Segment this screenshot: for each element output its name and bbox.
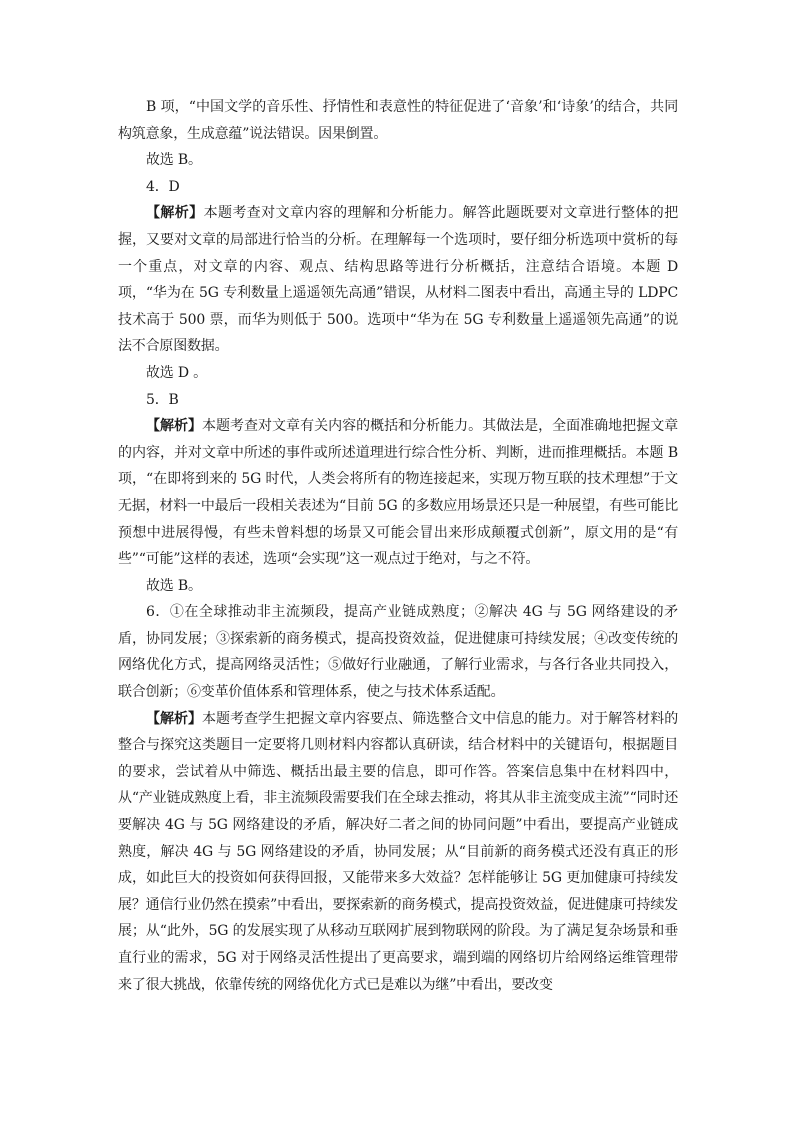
paragraph-question-6-answer: 6．①在全球推动非主流频段，提高产业链成熟度；②解决 4G 与 5G 网络建设的矛盾，协同发展；③探索新的商务模式，提高投资效益，促进健康可持续发展；④改变传统的网络优化方式，提高网络灵活性；⑤做好行业融通，了解行业需求，与各行各业共同投入，联合创新；⑥变革价值体系和管理体系，使之与技术体系适配。 bbox=[118, 604, 678, 701]
paragraph-question-4-answer: 4．D bbox=[146, 178, 180, 195]
paragraph-q4-explanation: 【解析】本题考查对文章内容的理解和分析能力。解答此题既要对文章进行整体的把握，又要对文章的局部进行恰当的分析。在理解每一个选项时，要仔细分析选项中赏析的每一个重点，对文章的内容、观点、结构思路等进行分析概括，注意结合语境。本题 D 项，“华为在 5G 专利数量上遥遥领先高通”错误，从材料二图表中看出，高通主导的 LDPC 技术高于 500 票，而华为则低于 500。选项中“华为在 5G 专利数量上遥遥领先高通”的说法不合原图数据。 bbox=[118, 205, 678, 355]
paragraph-question-5-answer: 5．B bbox=[146, 391, 179, 408]
explanation-label: 【解析】 bbox=[146, 418, 203, 435]
paragraph-answer-4: 故选 D 。 bbox=[146, 364, 207, 381]
paragraph-answer-3: 故选 B。 bbox=[146, 152, 202, 169]
paragraph-q5-explanation: 【解析】本题考查对文章有关内容的概括和分析能力。其做法是，全面准确地把握文章的内容，并对文章中所述的事件或所述道理进行综合性分析、判断，进而推理概括。本题 B 项，“在即将到来的 5G 时代，人类会将所有的物连接起来，实现万物互联的技术理想”于文无据，材料一中最后一段相关表述为“目前 5G 的多数应用场景还只是一种展望，有些可能比预想中进展得慢，有些未曾料想的场景又可能会冒出来形成颠覆式创新”，原文用的是“有些”“可能”这样的表述，选项“会实现”这一观点过于绝对，与之不符。 bbox=[118, 418, 679, 568]
paragraph-q6-explanation: 【解析】本题考查学生把握文章内容要点、筛选整合文中信息的能力。对于解答材料的整合与探究这类题目一定要将几则材料内容都认真研读，结合材料中的关键语句，根据题目的要求，尝试着从中筛选、概括出最主要的信息，即可作答。答案信息集中在材料四中，从“产业链成熟度上看，非主流频段需要我们在全球去推动，将其从非主流变成主流”“同时还要解决 4G 与 5G 网络建设的矛盾，解决好二者之间的协同问题”中看出，要提高产业链成熟度，解决 4G 与 5G 网络建设的矛盾，协同发展；从“目前新的商务模式还没有真正的形成，如此巨大的投资如何获得回报，又能带来多大效益？怎样能够让 5G 更加健康可持续发展？通信行业仍然在摸索”中看出，要探索新的商务模式，提高投资效益，促进健康可持续发展；从“此外，5G 的发展实现了从移动互联网扩展到物联网的阶段。为了满足复杂场景和垂直行业的需求，5G 对于网络灵活性提出了更高要求，端到端的网络切片给网络运维管理带来了很大挑战，依靠传统的网络优化方式已是难以为继”中看出，要改变 bbox=[118, 710, 679, 993]
paragraph-option-b-analysis: B 项，“中国文学的音乐性、抒情性和表意性的特征促进了‘音象’和‘诗象’的结合，共同构筑意象，生成意蕴”说法错误。因果倒置。 bbox=[118, 99, 678, 142]
paragraph-answer-5: 故选 B。 bbox=[146, 577, 202, 594]
answer-explanation-body bbox=[118, 94, 678, 998]
explanation-label: 【解析】 bbox=[146, 205, 204, 222]
explanation-label: 【解析】 bbox=[146, 710, 203, 727]
